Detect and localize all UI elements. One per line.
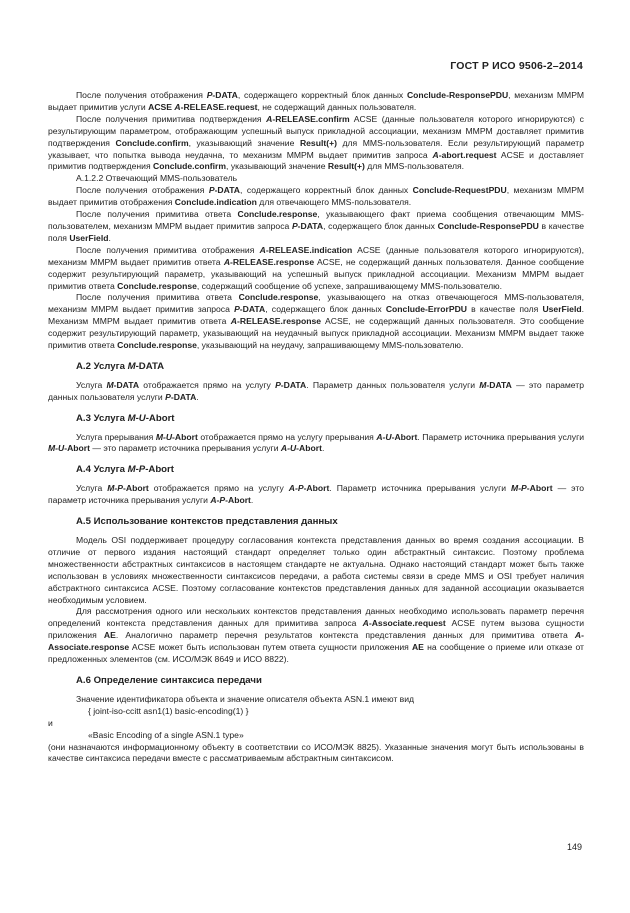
paragraph: Значение идентификатора объекта и значение описателя объекта ASN.1 имеют вид bbox=[76, 693, 415, 704]
code-line-oid: { joint-iso-ccitt asn1(1) basic-encoding(1) } bbox=[88, 705, 249, 716]
section-heading-a2: А.2 Услуга M-DATA bbox=[76, 360, 165, 372]
subsection-heading: А.1.2.2 Отвечающий MMS-пользователь bbox=[76, 173, 238, 184]
paragraph: Услуга прерывания M-U-Abort отображается прямо на услугу прерывания A-U-Abort. Параметр источника прерывания услуги M-U-Abort — это параметр источника прерывания услуги A-U-Abort. bbox=[48, 431, 585, 454]
document-body bbox=[48, 90, 584, 765]
paragraph: После получения примитива ответа Conclude.response, указывающего факт приема сообщения отвечающим MMS-пользователем, механизм ММРМ выдает примитив запроса P-DATA, содержащего блок данных Conclude-ResponsePDU в качестве поля UserField. bbox=[48, 209, 584, 243]
paragraph: Модель OSI поддерживает процедуру согласования контекста представления данных во время создания ассоциации. В отличие от первого издания настоящий стандарт определяет только один абстрактный синтаксис. Поэтому проблема множественности абстрактных синтаксисов в настоящем стандарте не актуальна. Однако настоящий стандарт может быть также использован в условиях множественности синтаксисов передачи, а работа системы связи в среде MMS и OSI требует наличия абстрактного синтаксиса ACSE. Поэтому согласование контекстов представления данных для заданной ассоциации оказывается необходимым условием. bbox=[48, 535, 584, 605]
page-number: 149 bbox=[566, 842, 582, 852]
section-heading-a6: А.6 Определение синтаксиса передачи bbox=[76, 674, 262, 686]
conjunction: и bbox=[48, 717, 53, 728]
paragraph: После получения отображения P-DATA, содержащего корректный блок данных Conclude-RequestPDU, механизм ММРМ выдает примитив отображения Conclude.indication для отвечающего MMS-пользователя. bbox=[48, 185, 584, 208]
section-heading-a3: А.3 Услуга M-U-Abort bbox=[76, 412, 175, 424]
paragraph: (они назначаются информационному объекту в соответствии со ИСО/МЭК 8825). Указанные значения могут быть использованы в качестве синтаксиса передачи вместе с рассматриваемым абстрактным синтаксисом. bbox=[48, 741, 584, 764]
paragraph: Услуга M-DATA отображается прямо на услугу P-DATA. Параметр данных пользователя услуги M-DATA — это параметр данных пользователя услуги P-DATA. bbox=[48, 379, 585, 402]
paragraph: После получения примитива ответа Conclude.response, указывающего на отказ отвечающегося MMS-пользователя, механизм ММРМ выдает примитив запроса P-DATA, содержащего блок данных Conclude-ErrorPDU в качестве поля UserField. Механизм ММРМ выдает примитив ответа A-RELEASE.response ACSE, не содержащий данных пользователя. Это сообщение содержит результирующий параметр, указывающий на неудачный выпуск прикладной ассоциации. Механизм ММРМ выдает также примитив ответа Conclude.response, указывающий на неудачу, запрашивающему MMS-пользователю. bbox=[48, 292, 584, 351]
paragraph: После получения примитива подтверждения A-RELEASE.confirm ACSE (данные пользователя которого игнорируются) с результирующим параметром, отображающим успешный выпуск прикладной ассоциации, механизм ММРМ доставляет примитив подтверждения Conclude.confirm, указывающий значение Result(+) для MMS-пользователя. Если результирующий параметр указывает, что попытка вывода неудачна, то механизм ММРМ выдает примитив запроса A-abort.request ACSE и доставляет примитив подтверждения Conclude.confirm, указывающий значение Result(+) для MMS-пользователя. bbox=[48, 113, 584, 172]
paragraph: После получения отображения P-DATA, содержащего корректный блок данных Conclude-ResponsePDU, механизм ММРМ выдает примитив услуги ACSE A-RELEASE.request, не содержащий данных пользователя. bbox=[48, 90, 585, 112]
paragraph: Услуга M-P-Abort отображается прямо на услугу A-P-Abort. Параметр источника прерывания услуги M-P-Abort — это параметр источника прерывания услуги A-P-Abort. bbox=[48, 483, 584, 506]
document-standard-id: ГОСТ Р ИСО 9506-2–2014 bbox=[450, 60, 583, 72]
paragraph: После получения примитива отображения A-RELEASE.indication ACSE (данные пользователя которого игнорируются), механизм ММРМ выдает примитив ответа A-RELEASE.response ACSE, не содержащий данных пользователя. Данное сообщение содержит результирующий параметр, указывающий на успешный выпуск прикладной ассоциации. Механизм ММРМ выдает примитив ответа Conclude.response, содержащий сообщение об успехе, запрашивающему MMS-пользователю. bbox=[48, 244, 584, 291]
paragraph: Для рассмотрения одного или нескольких контекстов представления данных необходимо использовать параметр перечня определений контекста представления данных для примитива запроса A-Associate.request ACSE путем вызова сущности приложения AE. Аналогично параметр перечня результатов контекста представления данных для примитива ответа A-Associate.response ACSE может быть использован путем ответа сущности приложения AE на сообщение о приеме или отказе от предложенных элементов (см. ИСО/МЭК 8649 и ИСО 8822). bbox=[48, 606, 584, 665]
section-heading-a5: А.5 Использование контекстов представления данных bbox=[76, 516, 338, 528]
section-heading-a4: А.4 Услуга M-P-Abort bbox=[76, 464, 174, 476]
code-line-descriptor: «Basic Encoding of a single ASN.1 type» bbox=[88, 729, 244, 740]
